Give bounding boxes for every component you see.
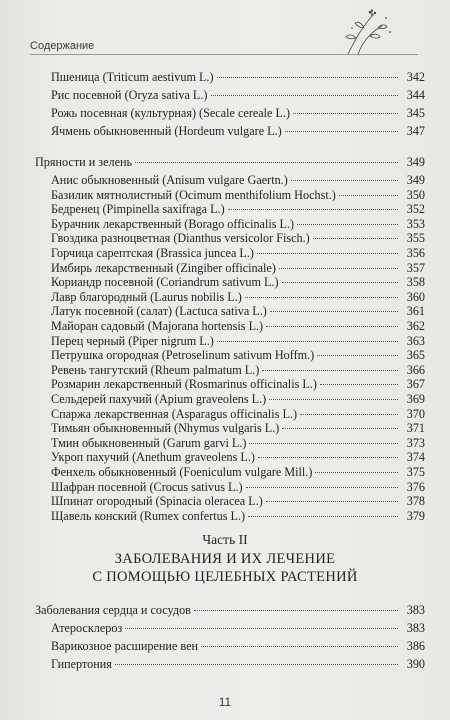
entry-page: 360: [406, 289, 425, 304]
entry-page: 371: [406, 421, 425, 436]
toc-entry[interactable]: [51, 217, 425, 233]
entry-title: Кориандр посевной (Coriandrum sativum L.): [51, 275, 279, 290]
entry-title: Шпинат огородный (Spinacia oleracea L.): [51, 494, 263, 509]
entry-title: Сельдерей пахучий (Apium graveolens L.): [51, 392, 267, 406]
leader-dots: [217, 340, 398, 342]
leader-dots: [248, 515, 398, 517]
entry-page: 379: [406, 508, 425, 523]
entry-title: Горчица сарептская (Brassica juncea L.): [51, 246, 254, 260]
leader-dots: [217, 76, 398, 78]
entry-page: 374: [406, 450, 425, 465]
toc-section-spices[interactable]: [35, 155, 425, 171]
entry-page: 352: [406, 202, 425, 217]
entry-title: Шафран посевной (Crocus sativus L.): [51, 479, 243, 494]
toc-entry[interactable]: [51, 392, 425, 408]
leader-dots: [297, 223, 398, 225]
entry-title: Пшеница (Triticum aestivum L.): [51, 70, 214, 84]
entry-title: Анис обыкновенный (Anisum vulgare Gaertn.): [51, 173, 288, 187]
leader-dots: [313, 237, 398, 239]
entry-page: 347: [406, 124, 425, 138]
leader-dots: [249, 442, 398, 444]
leader-dots: [339, 194, 398, 196]
toc-entry[interactable]: [51, 246, 425, 262]
entry-title: Щавель конский (Rumex confertus L.): [51, 508, 246, 523]
entry-title: Майоран садовый (Majorana hortensis L.): [51, 319, 264, 333]
entry-title: Заболевания сердца и сосудов: [35, 603, 191, 617]
toc-entry[interactable]: [51, 173, 425, 189]
toc-entry[interactable]: [51, 275, 425, 291]
part-label: Часть II: [202, 532, 248, 547]
entry-page: 390: [406, 657, 425, 671]
entry-page: 386: [406, 639, 425, 653]
entry-page: 383: [406, 621, 425, 635]
leader-dots: [262, 369, 398, 371]
leader-dots: [279, 267, 398, 269]
running-header: [30, 36, 418, 55]
toc-entry[interactable]: [51, 319, 425, 335]
toc-entry[interactable]: [51, 106, 425, 122]
leader-dots: [194, 609, 398, 611]
toc-entry[interactable]: [51, 202, 425, 218]
entry-title: Тимьян обыкновенный (Nhymus vulgaris L.): [51, 421, 280, 436]
entry-page: 375: [406, 465, 425, 479]
leader-dots: [315, 471, 398, 473]
entry-page: 349: [406, 173, 425, 187]
leader-dots: [258, 456, 398, 458]
toc-entry[interactable]: [51, 465, 425, 481]
entry-title: Розмарин лекарственный (Rosmarinus officinalis L.): [51, 377, 317, 392]
section-page: 349: [406, 155, 425, 169]
header-title: Содержание: [30, 40, 95, 52]
entry-title: Бедренец (Pimpinella saxifraga L.): [51, 202, 225, 217]
toc-section-heart[interactable]: [35, 603, 425, 619]
entry-page: 369: [406, 392, 425, 406]
entry-title: Имбирь лекарственный (Zingiber officinale): [51, 260, 276, 275]
toc-entry[interactable]: [51, 450, 425, 466]
leader-dots: [293, 112, 398, 114]
toc-entry[interactable]: [51, 494, 425, 510]
leader-dots: [266, 325, 398, 327]
entry-title: Латук посевной (салат) (Lactuca sativa L.): [51, 304, 267, 319]
leader-dots: [211, 94, 399, 96]
page-number: 11: [218, 695, 232, 709]
toc-entry[interactable]: [51, 639, 425, 655]
floral-ornament-icon: [334, 8, 404, 58]
entry-title: Укроп пахучий (Anethum graveolens L.): [51, 450, 255, 465]
entry-title: Перец черный (Piper nigrum L.): [51, 333, 214, 348]
leader-dots: [317, 354, 398, 356]
leader-dots: [228, 208, 398, 210]
part-title-line-2: С ПОМОЩЬЮ ЦЕЛЕБНЫХ РАСТЕНИЙ: [92, 569, 358, 585]
entry-title: Тмин обыкновенный (Garum garvi L.): [51, 435, 247, 450]
leader-dots: [125, 627, 398, 629]
toc-entry[interactable]: [51, 480, 425, 496]
leader-dots: [201, 645, 398, 647]
leader-dots: [282, 427, 398, 429]
entry-title: Гипертония: [51, 657, 112, 671]
entry-page: 361: [406, 304, 425, 319]
leader-dots: [135, 161, 398, 163]
entry-title: Ревень тангутский (Rheum palmatum L.): [51, 362, 260, 377]
entry-title: Гвоздика разноцветная (Dianthus versicolor Fisch.): [51, 231, 310, 246]
toc-entry[interactable]: [51, 88, 425, 104]
part-title-line-1: ЗАБОЛЕВАНИЯ И ИХ ЛЕЧЕНИЕ: [114, 551, 336, 567]
leader-dots: [285, 130, 398, 132]
toc-entry[interactable]: [51, 304, 425, 320]
toc-entry[interactable]: [51, 70, 425, 86]
entry-page: 342: [406, 70, 425, 84]
toc-entry[interactable]: [51, 436, 425, 452]
entry-page: 367: [406, 377, 425, 392]
entry-title: Рожь посевная (культурная) (Secale cereale L.): [51, 106, 291, 120]
entry-title: Атеросклероз: [51, 621, 123, 635]
leader-dots: [270, 310, 398, 312]
entry-page: 366: [406, 362, 425, 377]
entry-title: Спаржа лекарственная (Asparagus officinalis L.): [51, 406, 298, 421]
leader-dots: [266, 500, 398, 502]
entry-page: 376: [406, 479, 425, 494]
entry-title: Фенхель обыкновенный (Foeniculum vulgare Mill.): [51, 465, 313, 479]
entry-page: 345: [406, 106, 425, 120]
leader-dots: [269, 398, 398, 400]
entry-page: 350: [406, 187, 425, 202]
entry-page: 383: [406, 603, 425, 617]
leader-dots: [245, 296, 398, 298]
entry-title: Базилик мятнолистный (Ocimum menthifolium Hochst.): [51, 187, 336, 202]
entry-page: 353: [406, 216, 425, 231]
section-title: Пряности и зелень: [35, 155, 133, 169]
entry-title: Лавр благородный (Laurus nobilis L.): [51, 289, 242, 304]
toc-entry[interactable]: [51, 124, 425, 140]
entry-title: Варикозное расширение вен: [51, 639, 199, 653]
entry-page: 373: [406, 435, 425, 450]
entry-page: 344: [406, 88, 425, 102]
leader-dots: [282, 281, 398, 283]
entry-page: 357: [406, 260, 425, 275]
leader-dots: [115, 663, 398, 665]
toc-entry[interactable]: [51, 231, 425, 247]
leader-dots: [320, 383, 398, 385]
entry-page: 370: [406, 406, 425, 421]
toc-entry[interactable]: [51, 657, 425, 673]
leader-dots: [246, 486, 398, 488]
toc-entry[interactable]: [51, 363, 425, 379]
toc-entry[interactable]: [51, 621, 425, 637]
leader-dots: [257, 252, 398, 254]
toc-entry[interactable]: [51, 290, 425, 306]
toc-entry[interactable]: [51, 261, 425, 277]
toc-entry[interactable]: [51, 509, 425, 525]
entry-page: 355: [406, 231, 425, 246]
entry-page: 356: [406, 246, 425, 260]
leader-dots: [300, 413, 398, 415]
entry-page: 363: [406, 333, 425, 348]
leader-dots: [291, 179, 398, 181]
entry-page: 365: [406, 348, 425, 363]
entry-page: 378: [406, 494, 425, 509]
toc-entry[interactable]: [51, 377, 425, 393]
entry-title: Бурачник лекарственный (Borago officinalis L.): [51, 216, 295, 231]
toc-entry[interactable]: [51, 407, 425, 423]
toc-entry[interactable]: [51, 421, 425, 437]
entry-page: 362: [406, 319, 425, 333]
toc-entry[interactable]: [51, 188, 425, 204]
toc-entry[interactable]: [51, 348, 425, 364]
entry-title: Петрушка огородная (Petroselinum sativum Hoffm.): [51, 348, 315, 363]
entry-page: 358: [406, 275, 425, 290]
toc-entry[interactable]: [51, 334, 425, 350]
entry-title: Ячмень обыкновенный (Hordeum vulgare L.): [51, 124, 282, 138]
entry-title: Рис посевной (Oryza sativa L.): [51, 88, 208, 102]
